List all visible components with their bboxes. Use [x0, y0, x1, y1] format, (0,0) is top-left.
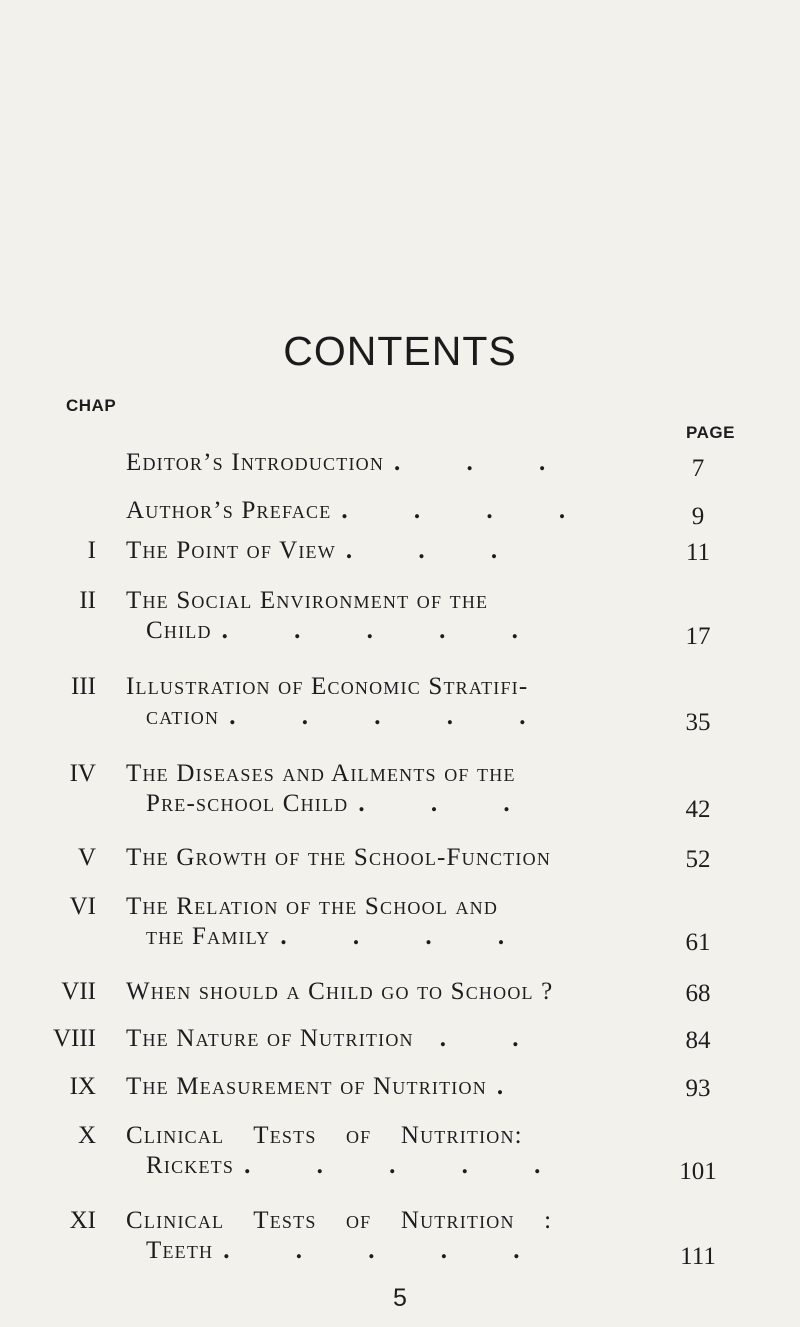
chapter-title-continuation: cation — [146, 703, 220, 730]
leader-dots: . . . — [358, 790, 540, 817]
chapter-number: VI — [69, 893, 96, 920]
chapter-title — [126, 537, 626, 565]
page-ref: 61 — [685, 929, 711, 956]
chapter-title-line: Clinical Tests of Nutrition: — [126, 1122, 523, 1149]
page-number: 5 — [393, 1284, 407, 1312]
chapter-number: VII — [61, 978, 96, 1005]
chapter-title-line: The Growth of the School-Function — [126, 844, 552, 871]
chapter-title-line: When should a Child go to School ? — [126, 978, 554, 1005]
chapter-title — [126, 1073, 626, 1101]
page-ref: 9 — [691, 503, 705, 530]
chapter-number: IV — [69, 760, 96, 787]
page-ref: 7 — [691, 455, 705, 482]
page-title: CONTENTS — [283, 328, 517, 374]
chapter-title-line: Clinical Tests of Nutrition : — [126, 1207, 553, 1234]
chapter-title-line: The Point of View — [126, 537, 336, 564]
chapter-title-line: Editor’s Introduction — [126, 449, 385, 476]
chapter-title — [126, 449, 626, 477]
chapter-number: I — [87, 537, 96, 564]
page-ref: 35 — [685, 709, 711, 736]
chapter-title-continuation: Child — [146, 617, 212, 644]
chapter-title-line: The Measurement of Nutrition — [126, 1073, 487, 1100]
page-ref: 11 — [685, 539, 711, 566]
leader-dots: . . . . . — [223, 1237, 550, 1264]
leader-dots: . . . . . — [244, 1152, 571, 1179]
chapter-title — [126, 893, 626, 951]
chapter-title-line: The Nature of Nutrition — [126, 1025, 414, 1052]
leader-dots: . . . . . — [229, 703, 556, 730]
chapter-title — [126, 673, 626, 731]
page-ref: 17 — [685, 623, 711, 650]
chapter-title-continuation: Pre-school Child — [146, 790, 349, 817]
chapter-title-continuation: Rickets — [146, 1152, 235, 1179]
leader-dots: . — [496, 1073, 534, 1100]
leader-dots: . . . — [394, 449, 576, 476]
page-ref: 52 — [685, 846, 711, 873]
page-ref: 101 — [679, 1158, 717, 1185]
page-column-header: PAGE — [686, 423, 735, 442]
chapter-number: IX — [69, 1073, 96, 1100]
leader-dots: . . . . — [341, 497, 596, 524]
chapter-title-line: The Relation of the School and — [126, 893, 499, 920]
chapter-title — [126, 978, 626, 1006]
page-ref: 84 — [685, 1027, 711, 1054]
chapter-title-line: Illustration of Economic Stratifi- — [126, 673, 529, 700]
leader-dots: . . . . . — [221, 617, 548, 644]
chapter-title-continuation: Teeth — [146, 1237, 214, 1264]
chapter-number: V — [77, 844, 96, 871]
page-ref: 111 — [680, 1243, 716, 1270]
leader-dots: . . . . — [280, 923, 535, 950]
chapter-title — [126, 760, 626, 818]
chapter-title — [126, 587, 626, 645]
chapter-title — [126, 1122, 626, 1180]
chapter-title-line: The Social Environment of the — [126, 587, 489, 614]
chapter-title-line: Author’s Preface — [126, 497, 332, 524]
chapter-number: III — [71, 673, 96, 700]
chapter-title-continuation: the Family — [146, 923, 271, 950]
page-ref: 93 — [685, 1075, 711, 1102]
chapter-number: II — [79, 587, 96, 614]
leader-dots: . . . — [345, 537, 528, 564]
chapter-number: X — [77, 1122, 96, 1149]
chapter-title — [126, 1025, 626, 1053]
chapter-title — [126, 1207, 626, 1265]
chapter-title — [126, 844, 626, 872]
chapter-title — [126, 497, 626, 525]
chap-column-header: CHAP — [66, 396, 117, 415]
chapter-number: XI — [69, 1207, 96, 1234]
leader-dots: . . — [439, 1025, 549, 1052]
chapter-title-line: The Diseases and Ailments of the — [126, 760, 516, 787]
page-ref: 68 — [685, 980, 711, 1007]
chapter-number: VIII — [52, 1025, 96, 1052]
page-ref: 42 — [685, 796, 711, 823]
